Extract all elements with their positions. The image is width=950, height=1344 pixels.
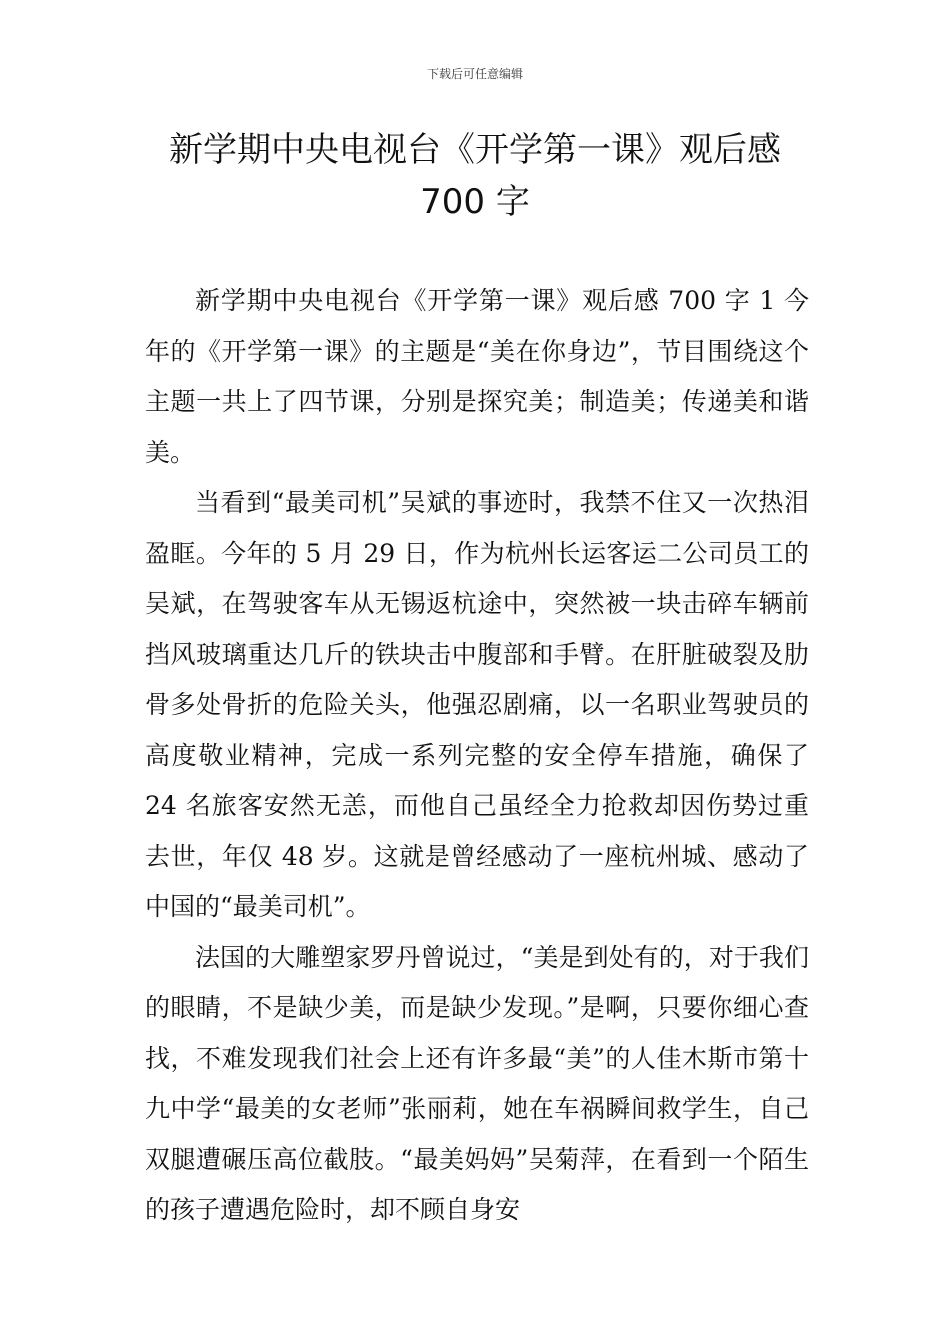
document-title [145, 124, 805, 228]
paragraph-2: 当看到“最美司机”吴斌的事迹时，我禁不住又一次热泪盈眶。今年的 5 月 29 日，作为杭州长运客运二公司员工的吴斌，在驾驶客车从无锡返杭途中，突然被一块击碎车辆前挡风玻璃重达几斤的铁块击中腹部和手臂。在肝脏破裂及肋骨多处骨折的危险关头，他强忍剧痛，以一名职业驾驶员的高度敬业精神，完成一系列完整的安全停车措施，确保了 24 名旅客安然无恙，而他自己虽经全力抢救却因伤势过重去世，年仅 48 岁。这就是曾经感动了一座杭州城、感动了中国的“最美司机”。 [145, 488, 809, 921]
header-note: 下载后可任意编辑 [426, 67, 523, 81]
paragraph-3: 法国的大雕塑家罗丹曾说过，“美是到处有的，对于我们的眼睛，不是缺少美，而是缺少发现。”是啊，只要你细心查找，不难发现我们社会上还有许多最“美”的人佳木斯市第十九中学“最美的女老师”张丽莉，她在车祸瞬间救学生，自己双腿遭碾压高位截肢。“最美妈妈”吴菊萍，在看到一个陌生的孩子遭遇危险时，却不顾自身安 [145, 942, 809, 1224]
document-body [145, 276, 809, 1236]
title-line-1: 新学期中央电视台《开学第一课》观后感 [169, 130, 781, 170]
title-line-2: 700 字 [420, 182, 530, 222]
paragraph-1: 新学期中央电视台《开学第一课》观后感 700 字 1 今年的《开学第一课》的主题是“美在你身边”，节目围绕这个主题一共上了四节课，分别是探究美；制造美；传递美和谐美。 [145, 286, 809, 467]
